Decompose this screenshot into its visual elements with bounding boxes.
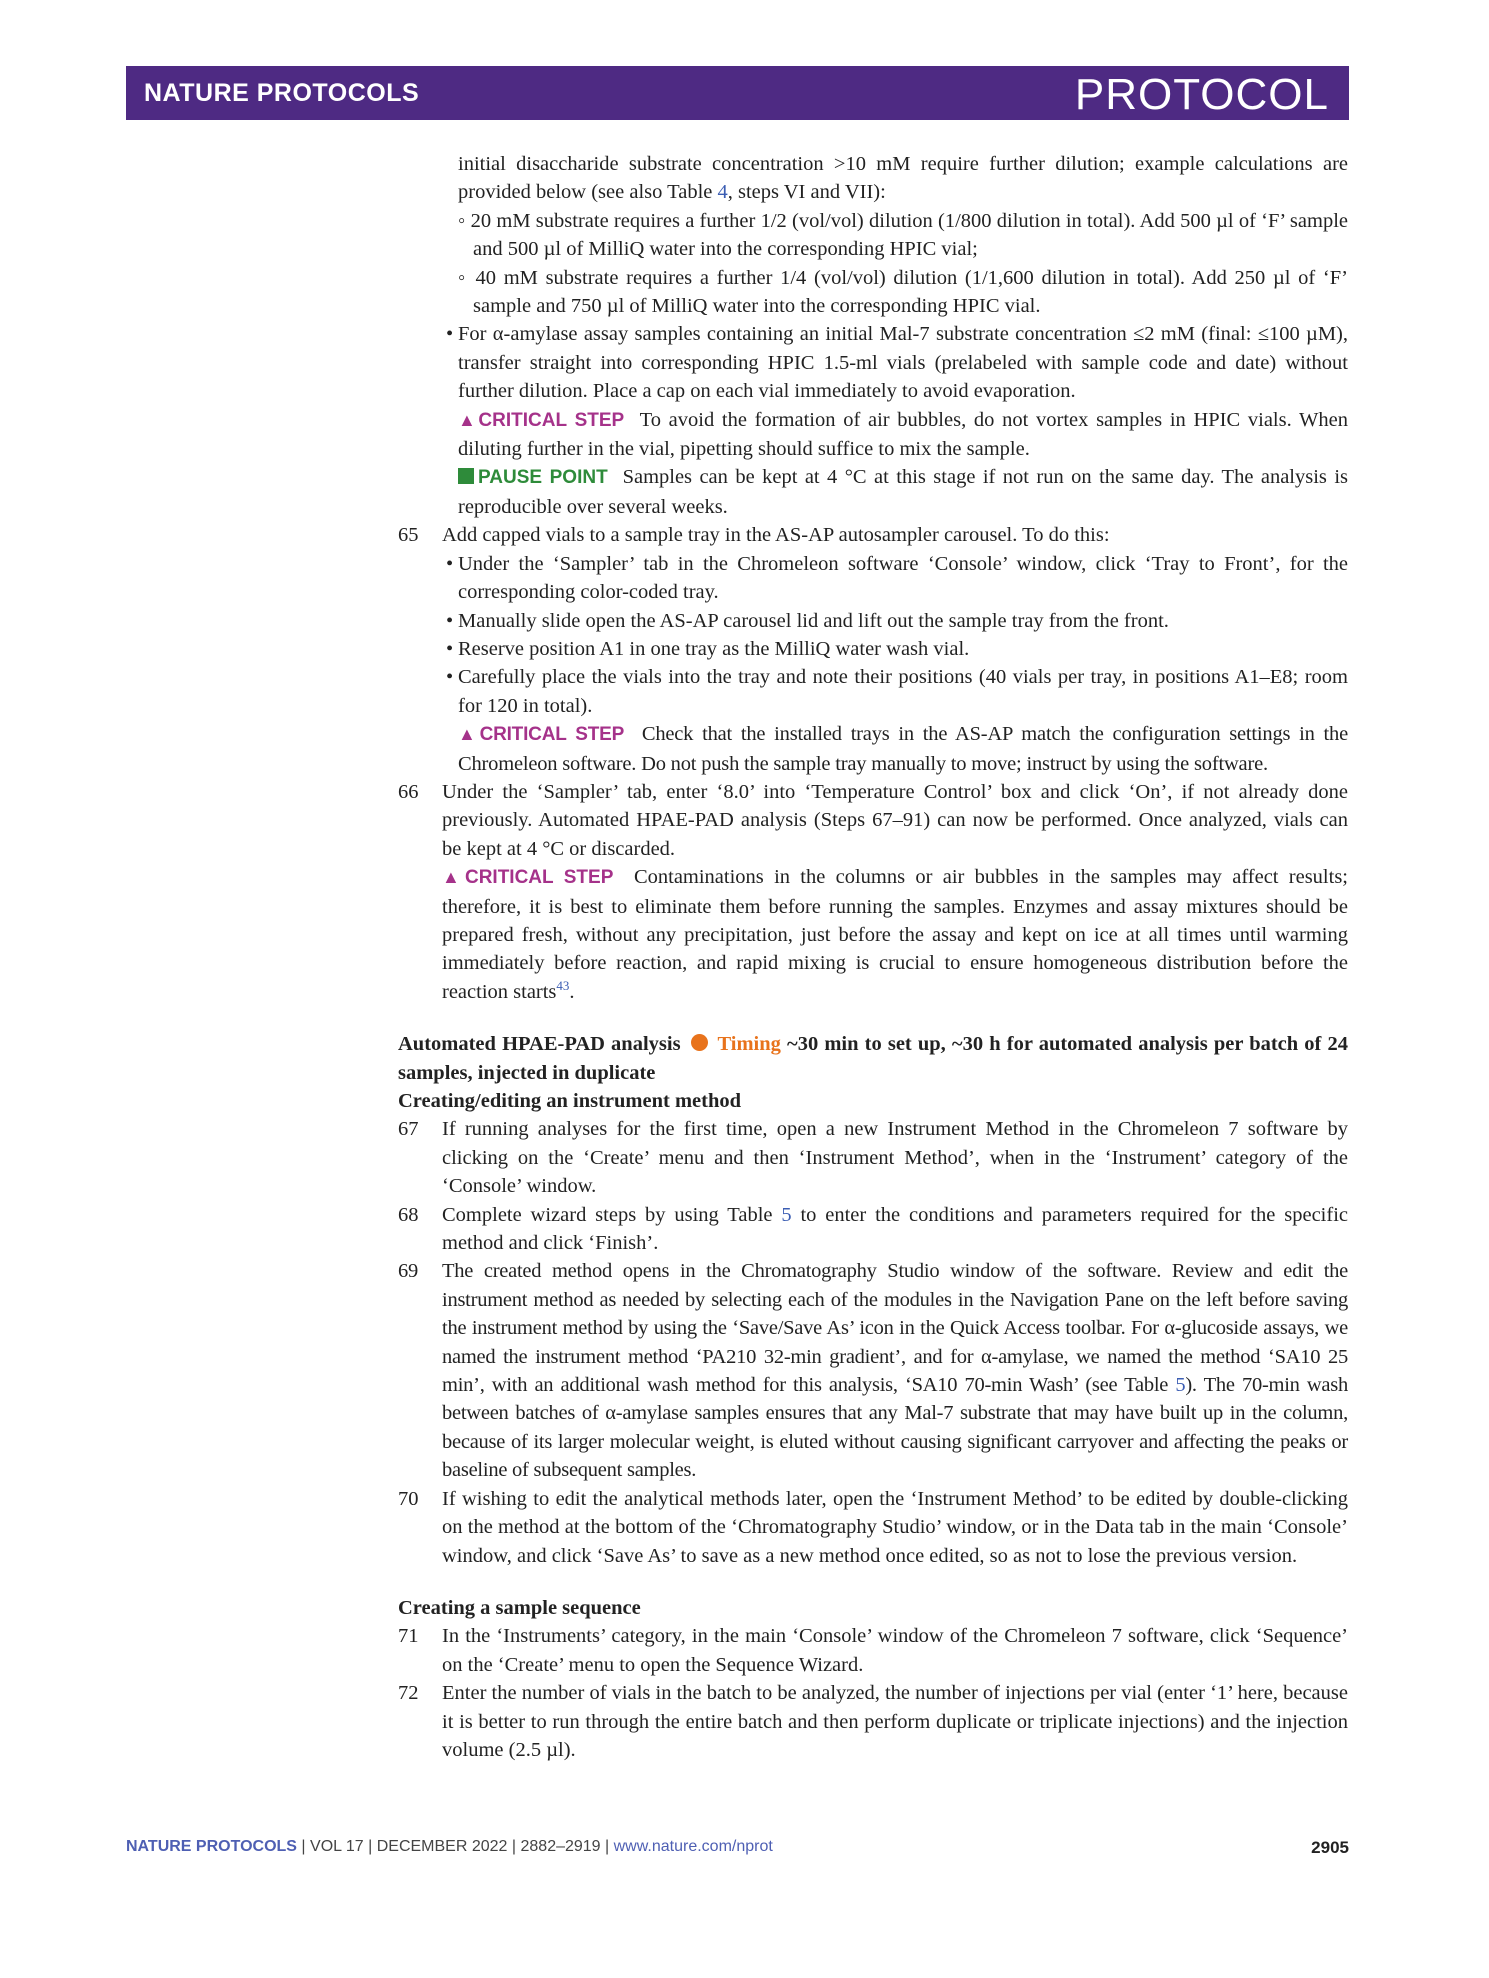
timing-dot-icon [691, 1034, 708, 1051]
page-number: 2905 [1311, 1838, 1349, 1857]
step-70: 70 If wishing to edit the analytical methods later, open the ‘Instrument Method’ to be edited by double-clicking on the method at the bottom of the ‘Chromatography Studio’ window, or in the Data tab in the main ‘Console’ window, and click ‘Save As’ to save as a new method once edited, so as not to lose the previous version. [398, 1487, 1348, 1567]
warning-triangle-icon: ▲ [458, 724, 480, 745]
journal-header-bar [126, 66, 1349, 120]
subheading-instrument-method: Creating/editing an instrument method [398, 1090, 742, 1112]
journal-name: NATURE PROTOCOLS [144, 79, 420, 107]
paragraph-dilution-intro: initial disaccharide substrate concentration >10 mM require further dilution; example calculations are provided below (see also Table 4, steps VI and VII): [458, 153, 1348, 204]
subheading-sample-sequence: Creating a sample sequence [398, 1596, 641, 1619]
sub-bullet-40mm: ◦ 40 mM substrate requires a further 1/4 (vol/vol) dilution (1/1,600 dilution in total). Add 250 µl of ‘F’ sample and 750 µl of MilliQ water into the corresponding HPIC vial. [458, 266, 1348, 318]
table-link[interactable]: 5 [1175, 1374, 1186, 1397]
section-heading: Automated HPAE-PAD analysis Timing ~30 min to set up, ~30 h for automated analysis per batch of 24 samples, injected in duplicate [398, 1033, 1349, 1084]
footer-url[interactable]: www.nature.com/nprot [613, 1838, 773, 1855]
bullet-icon: • [446, 323, 454, 346]
step-69: 69 The created method opens in the Chromatography Studio window of the software. Review and edit the instrument method as needed by selecting each of the modules in the Navigation Pane on the left before saving the instrument method by using the ‘Save/Save As’ icon in the Quick Access toolbar. For α-glucoside assays, we named the instrument method ‘PA210 32-min gradient’, and for α-amylase, we named the method ‘SA10 25 min’, with an additional wash method for this analysis, ‘SA10 70-min Wash’ (see Table 5). The 70-min wash between batches of α-amylase samples ensures that any Mal-7 substrate that may have built up in the column, because of its larger molecular weight, is eluted without causing significant carryover and affecting the peaks or baseline of subsequent samples. [398, 1260, 1348, 1482]
critical-step-contamination: ▲CRITICAL STEP Contaminations in the columns or air bubbles in the samples may affect results; therefore, it is best to eliminate them before running the samples. Enzymes and assay mixtures should be prepared fresh, without any precipitation, just before the assay and kept on ice at all times until warming immediately before reaction, and rapid mixing is crucial to ensure homogeneous distribution before the reaction starts$^{43}$. [442, 866, 1348, 1003]
page-footer [126, 1838, 1349, 1856]
bullet-amylase: • For α-amylase assay samples containing an initial Mal-7 substrate concentration ≤2 mM (final: ≤100 µM), transfer straight into corresponding HPIC 1.5-ml vials (prelabeled with sample code and date) without further dilution. Place a cap on each vial immediately to avoid evaporation. [398, 320, 1348, 405]
critical-step-bubbles: ▲CRITICAL STEP To avoid the formation of air bubbles, do not vortex samples in HPIC vials. When diluting further in the vial, pipetting should suffice to mix the sample. [458, 408, 1348, 461]
pause-square-icon [458, 468, 474, 484]
bullet-icon: • [446, 552, 454, 575]
warning-triangle-icon: ▲ [458, 409, 479, 430]
footer-journal: NATURE PROTOCOLS [126, 1838, 297, 1855]
reference-link[interactable]: 43 [556, 977, 570, 993]
step-65-bullet-2: • Manually slide open the AS-AP carousel lid and lift out the sample tray from the front. [398, 607, 1348, 635]
step-65-bullet-3: • Reserve position A1 in one tray as the MilliQ water wash vial. [398, 635, 1348, 663]
step-68: 68 Complete wizard steps by using Table 5 to enter the conditions and parameters required for the specific method and click ‘Finish’. [398, 1203, 1348, 1255]
article-type: PROTOCOL [1074, 70, 1329, 119]
critical-step-trays: ▲CRITICAL STEP Check that the installed trays in the AS-AP match the configuration settings in the Chromeleon software. Do not push the sample tray manually to move; instruct by using the software. [458, 723, 1348, 775]
pause-point: PAUSE POINT Samples can be kept at 4 °C at this stage if not run on the same day. The analysis is reproducible over several weeks. [458, 466, 1349, 518]
warning-triangle-icon: ▲ [442, 867, 465, 888]
article-body [398, 150, 1348, 1764]
step-66: 66 Under the ‘Sampler’ tab, enter ‘8.0’ into ‘Temperature Control’ box and click ‘On’, if not already done previously. Automated HPAE-PAD analysis (Steps 67–91) can now be performed. Once analyzed, vials can be kept at 4 °C or discarded. [398, 780, 1348, 860]
step-65-bullet-1: • Under the ‘Sampler’ tab in the Chromeleon software ‘Console’ window, click ‘Tray to Front’, for the corresponding color-coded tray. [398, 550, 1348, 607]
table-link[interactable]: 4 [717, 181, 728, 204]
sub-bullet-20mm: ◦ 20 mM substrate requires a further 1/2 (vol/vol) dilution (1/800 dilution in total). Add 500 µl of ‘F’ sample and 500 µl of MilliQ water into the corresponding HPIC vial; [458, 209, 1348, 261]
bullet-icon: • [446, 609, 454, 632]
bullet-icon: • [446, 637, 454, 660]
step-65-bullet-4: • Carefully place the vials into the tray and note their positions (40 vials per tray, in positions A1–E8; room for 120 in total). [398, 663, 1348, 720]
footer-info: | VOL 17 | DECEMBER 2022 | 2882–2919 | [296, 1838, 614, 1855]
step-71: 71 In the ‘Instruments’ category, in the main ‘Console’ window of the Chromeleon 7 software, click ‘Sequence’ on the ‘Create’ menu to open the Sequence Wizard. [398, 1625, 1348, 1676]
table-link[interactable]: 5 [781, 1203, 792, 1226]
bullet-icon: • [446, 666, 454, 689]
step-72: 72 Enter the number of vials in the batch to be analyzed, the number of injections per vial (enter ‘1’ here, because it is better to run through the entire batch and then perform duplicate or triplicate injections) and the injection volume (2.5 µl). [398, 1682, 1348, 1761]
step-65: 65 Add capped vials to a sample tray in the AS-AP autosampler carousel. To do this: [398, 524, 1110, 547]
step-67: 67 If running analyses for the first time, open a new Instrument Method in the Chromeleon 7 software by clicking on the ‘Create’ menu and then ‘Instrument Method’, when in the ‘Instrument’ category of the ‘Console’ window. [398, 1118, 1348, 1198]
